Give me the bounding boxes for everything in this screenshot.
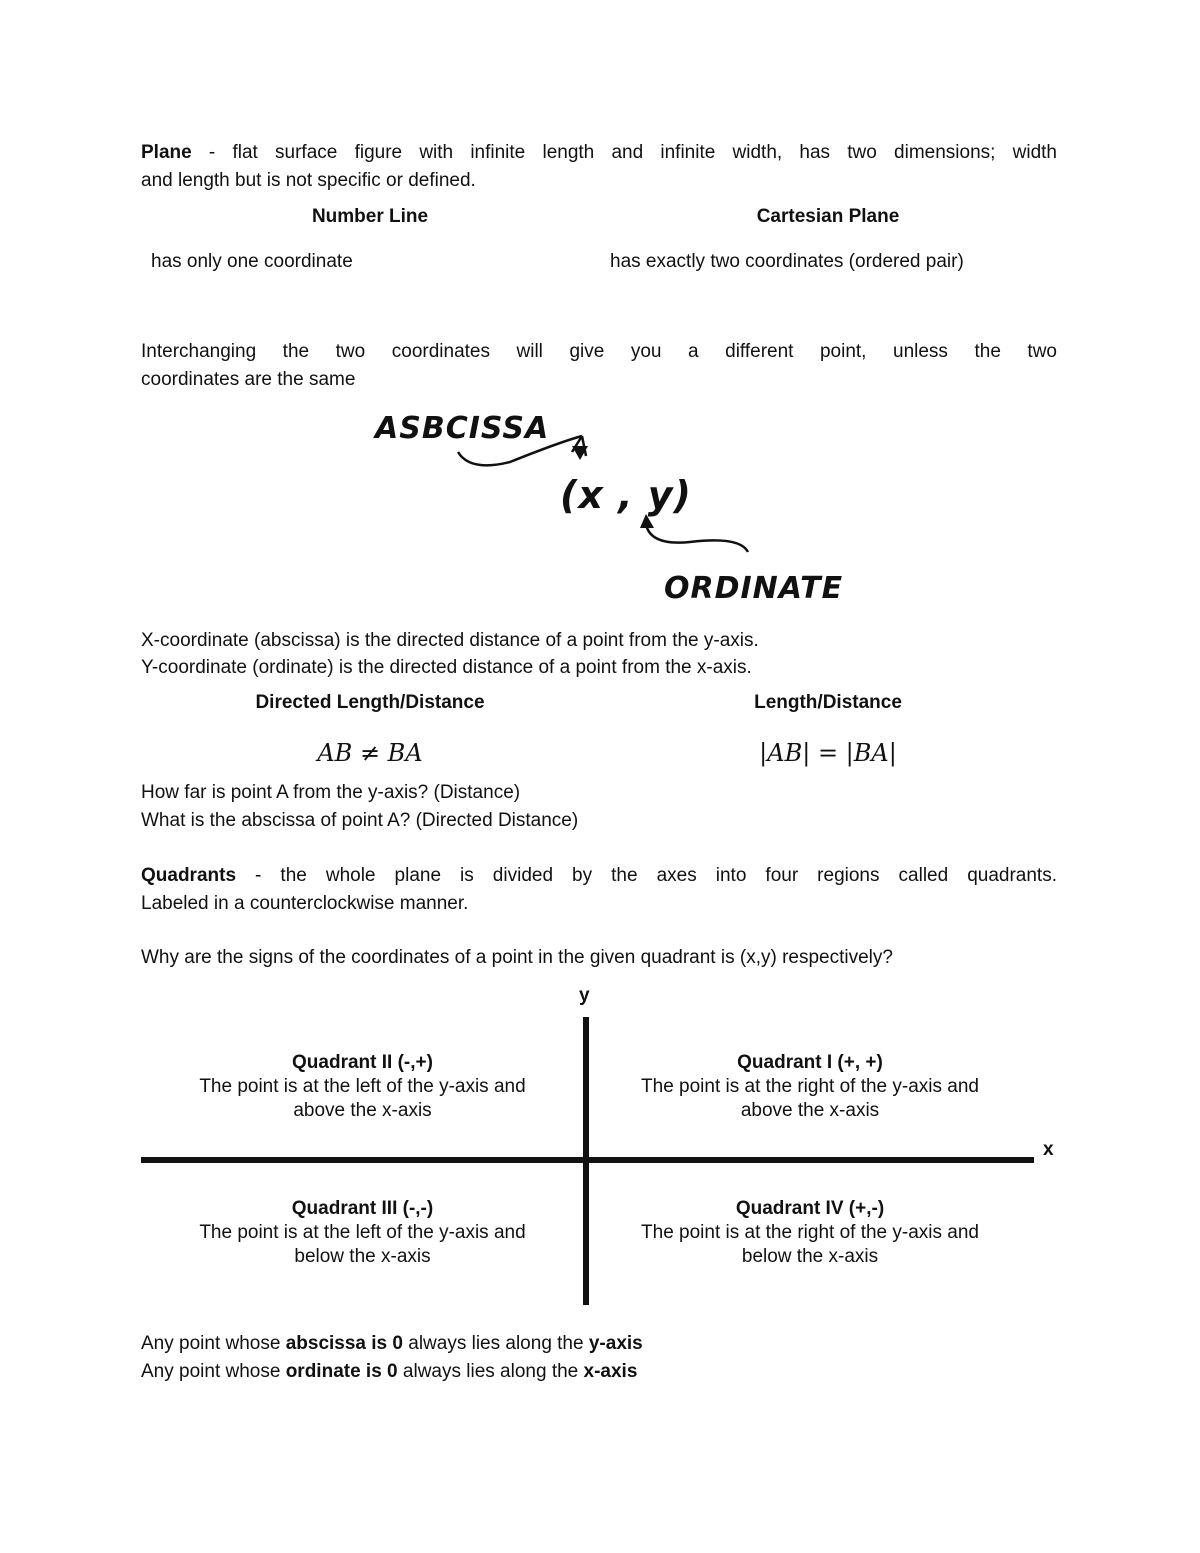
quadrant-4-line1: The point is at the right of the y-axis and xyxy=(641,1222,979,1243)
length-distance-header: Length/Distance xyxy=(754,692,902,713)
x-coordinate-definition: X-coordinate (abscissa) is the directed distance of a point from the y-axis. xyxy=(141,630,759,651)
length-distance-formula: |AB| = |BA| xyxy=(759,739,897,767)
question-2: What is the abscissa of point A? (Directed Distance) xyxy=(141,810,579,831)
quadrant-3-line1: The point is at the left of the y-axis and xyxy=(199,1222,526,1243)
quadrants-term: Quadrants xyxy=(141,865,237,886)
ordinate-arrow xyxy=(646,524,748,552)
abscissa-ordinate-diagram xyxy=(360,400,860,610)
plane-text-line1: - flat surface figure with infinite length and infinite width, has two dimensions; width xyxy=(191,142,1057,163)
rule-2-axis: x-axis xyxy=(583,1361,638,1382)
x-axis-line xyxy=(141,1157,1034,1163)
why-question: Why are the signs of the coordinates of a point in the given quadrant is (x,y) respectively? xyxy=(141,947,893,968)
y-axis-label: y xyxy=(579,985,590,1006)
quadrant-2-title: Quadrant II (-,+) xyxy=(292,1052,433,1073)
cartesian-plane-header: Cartesian Plane xyxy=(756,206,900,227)
quadrant-4-line2: below the x-axis xyxy=(741,1246,879,1267)
y-coordinate-definition: Y-coordinate (ordinate) is the directed distance of a point from the x-axis. xyxy=(141,657,752,678)
x-axis-label: x xyxy=(1043,1139,1054,1160)
rule-ordinate xyxy=(141,1358,1057,1386)
directed-distance-header: Directed Length/Distance xyxy=(255,692,485,713)
quadrant-3-line2: below the x-axis xyxy=(294,1246,431,1267)
abscissa-label: ASBCISSA xyxy=(375,411,550,446)
coordinate-definitions xyxy=(141,627,1057,681)
coordinate-pair: (x , y) xyxy=(560,473,692,517)
quadrant-4-title: Quadrant IV (+,-) xyxy=(735,1198,885,1219)
quadrant-1 xyxy=(596,1051,1024,1123)
rule-abscissa xyxy=(141,1330,1057,1358)
quadrant-2-line2: above the x-axis xyxy=(293,1100,432,1121)
interchange-line2: coordinates are the same xyxy=(141,369,356,390)
rule-2-pre: Any point whose xyxy=(141,1361,286,1382)
quadrant-1-line1: The point is at the right of the y-axis and xyxy=(641,1076,979,1097)
cartesian-plane-desc: has exactly two coordinates (ordered pair) xyxy=(610,251,964,272)
plane-definition xyxy=(141,139,1057,195)
quadrant-4 xyxy=(596,1197,1024,1269)
rule-2-mid: always lies along the xyxy=(397,1361,584,1382)
quadrant-2-line1: The point is at the left of the y-axis and xyxy=(199,1076,526,1097)
quadrant-1-title: Quadrant I (+, +) xyxy=(737,1052,883,1073)
interchange-paragraph xyxy=(141,338,1057,394)
plane-term: Plane xyxy=(141,142,192,163)
quadrant-1-line2: above the x-axis xyxy=(740,1100,880,1121)
quadrant-2 xyxy=(150,1051,575,1123)
quadrants-text-line2: Labeled in a counterclockwise manner. xyxy=(141,893,469,914)
questions xyxy=(141,779,1057,835)
quadrant-3 xyxy=(150,1197,575,1269)
directed-distance-formula: AB ≠ BA xyxy=(317,739,423,767)
rule-1-pre: Any point whose xyxy=(141,1333,286,1354)
rule-1-mid: always lies along the xyxy=(402,1333,589,1354)
number-line-desc: has only one coordinate xyxy=(151,251,353,272)
rule-2-bold: ordinate is 0 xyxy=(285,1361,398,1382)
ordinate-label: ORDINATE xyxy=(664,571,844,606)
plane-text-line2: and length but is not specific or defined. xyxy=(141,170,476,191)
number-line-header: Number Line xyxy=(311,206,429,227)
interchange-line1: Interchanging the two coordinates will give you a different point, unless the two xyxy=(141,341,1057,362)
quadrants-definition xyxy=(141,862,1057,918)
rule-1-axis: y-axis xyxy=(588,1333,643,1354)
question-1: How far is point A from the y-axis? (Distance) xyxy=(141,782,521,803)
quadrant-3-title: Quadrant III (-,-) xyxy=(291,1198,434,1219)
axis-rules xyxy=(141,1330,1057,1386)
rule-1-bold: abscissa is 0 xyxy=(285,1333,403,1354)
quadrants-text-line1: - the whole plane is divided by the axes into four regions called quadrants. xyxy=(236,865,1057,886)
